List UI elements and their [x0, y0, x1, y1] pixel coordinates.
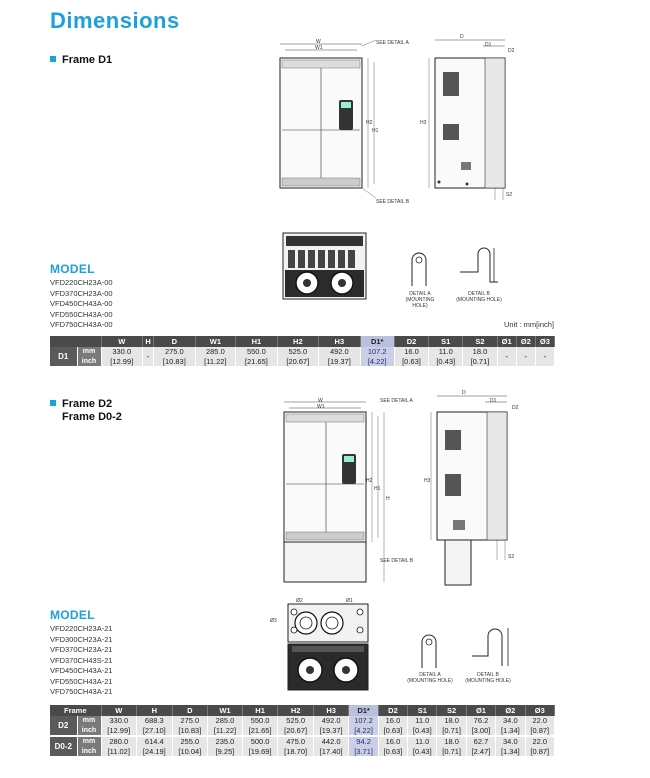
table-cell-inch: [12.99]	[101, 726, 137, 736]
d2-phi2-label: Ø2	[296, 598, 303, 604]
model-list-item: VFD550CH43A-21	[50, 676, 113, 686]
d2-detail-a-drawing	[414, 630, 444, 670]
frame-d02-heading-text: Frame D0-2	[62, 411, 122, 423]
d2-detail-a-caption	[406, 672, 454, 684]
table-header-cell: D2	[394, 336, 428, 347]
table-cell-inch: [19.37]	[313, 726, 349, 736]
table-header-cell: H3	[319, 336, 360, 347]
table-cell-inch: [12.99]	[101, 357, 142, 367]
d1-s2-label: S2	[506, 192, 513, 198]
d2-see-detail-b-label: SEE DETAIL B	[380, 558, 414, 564]
table-header-cell: S2	[437, 705, 466, 716]
d2-phi1-label: Ø1	[346, 598, 353, 604]
table-cell-mm: 550.0	[242, 716, 278, 726]
table-header-cell: W1	[208, 705, 243, 716]
table-header-cell: S1	[408, 705, 437, 716]
table-cell-mm: 34.0	[496, 716, 525, 726]
d2-phi3-label: Ø3	[270, 618, 277, 624]
table-cell-mm: 94.2	[349, 737, 378, 747]
table-cell-mm: 285.0	[208, 716, 243, 726]
table-cell-mm: 475.0	[278, 737, 314, 747]
table-cell-value: -	[497, 347, 516, 366]
table-cell-inch: [4.22]	[349, 726, 378, 736]
table-cell-mm: 16.0	[394, 347, 428, 357]
table-cell-inch: [0.63]	[394, 357, 428, 367]
table-cell-inch: [1.34]	[496, 747, 525, 757]
table-frame-label: D0-2	[50, 737, 77, 756]
table-cell-mm: 525.0	[278, 716, 314, 726]
d1-detail-b-title: DETAIL B	[468, 291, 490, 297]
d1-dimension-table	[50, 336, 555, 366]
table-cell-inch: [0.87]	[525, 726, 555, 736]
d1-detail-a-title: DETAIL A	[409, 291, 431, 297]
d1-bottom-view-drawing	[282, 232, 367, 300]
frame-d1-heading	[50, 54, 112, 66]
d2-detail-a-subtitle: (MOUNTING HOLE)	[407, 678, 453, 684]
model-list-item: VFD370CH23A-00	[50, 288, 113, 298]
table-unit-inch: inch	[77, 726, 101, 736]
d1-detail-b-drawing	[458, 246, 502, 290]
table-header-cell: Ø2	[496, 705, 525, 716]
table-cell-mm: 500.0	[242, 737, 278, 747]
table-cell-mm: 330.0	[101, 347, 142, 357]
table-cell-inch: [1.34]	[496, 726, 525, 736]
table-row-mm	[50, 737, 555, 747]
table-cell-mm: 525.0	[277, 347, 318, 357]
table-cell-mm: 107.2	[360, 347, 394, 357]
table-frame-label: D2	[50, 716, 77, 735]
table-cell-mm: 107.2	[349, 716, 378, 726]
model-list-item: VFD750CH43A-21	[50, 687, 113, 696]
table-unit-mm: mm	[77, 347, 101, 357]
table-header-frame	[50, 336, 101, 347]
table-header-cell: W	[101, 705, 137, 716]
d2-detail-b-subtitle: (MOUNTING HOLE)	[465, 678, 511, 684]
table-cell-mm: 62.7	[466, 737, 495, 747]
table-cell-mm: 492.0	[319, 347, 360, 357]
table-cell-inch: [11.02]	[101, 747, 137, 757]
table-header-cell: H1	[236, 336, 277, 347]
table-cell-inch: [17.40]	[313, 747, 349, 757]
table-header-cell: Ø2	[516, 336, 535, 347]
table-cell-mm: 18.0	[437, 716, 466, 726]
table-cell-mm: 18.0	[437, 737, 466, 747]
table-header-cell: H	[137, 705, 173, 716]
table-cell-inch: [4.22]	[360, 357, 394, 367]
d2-h2-label: H2	[366, 478, 373, 484]
frame-d1-heading-text: Frame D1	[62, 54, 113, 66]
d1-w1-label: W1	[315, 45, 323, 51]
table-header-cell: H	[142, 336, 153, 347]
table-cell-value: -	[516, 347, 535, 366]
table-header-cell: W1	[195, 336, 236, 347]
d2-w-label: W	[318, 398, 323, 404]
model-list-item: VFD220CH23A-00	[50, 278, 113, 287]
table-header-cell: H3	[313, 705, 349, 716]
model-list-item: VFD370CH43S-21	[50, 655, 113, 665]
d1-model-list	[50, 278, 113, 331]
table-cell-mm: 16.0	[378, 737, 407, 747]
table-cell-mm: 492.0	[313, 716, 349, 726]
d1-h3-label: H3	[420, 120, 427, 126]
d1-d2-label: D2	[508, 48, 515, 54]
table-cell-mm: 688.3	[137, 716, 173, 726]
table-header-cell: H2	[278, 705, 314, 716]
d2-bottom-view-drawing	[280, 602, 376, 692]
table-header-cell: D1*	[349, 705, 378, 716]
d1-see-detail-a-label: SEE DETAIL A	[376, 40, 409, 46]
table-cell-value: -	[142, 347, 153, 366]
table-cell-inch: [9.25]	[208, 747, 243, 757]
d2-s2-label: S2	[508, 554, 515, 560]
frame-d2-heading-text: Frame D2	[62, 398, 113, 410]
table-cell-inch: [24.19]	[137, 747, 173, 757]
table-cell-inch: [21.65]	[236, 357, 277, 367]
unit-note: Unit : mm[inch]	[503, 320, 554, 329]
table-cell-mm: 18.0	[463, 347, 497, 357]
table-header-cell: D2	[378, 705, 407, 716]
model-list-item: VFD370CH23A-21	[50, 645, 113, 654]
page-title: Dimensions	[50, 8, 180, 33]
d1-detail-b-subtitle: (MOUNTING HOLE)	[456, 297, 502, 303]
table-cell-mm: 285.0	[195, 347, 236, 357]
d1-see-detail-b-label: SEE DETAIL B	[376, 199, 410, 205]
table-cell-inch: [0.43]	[408, 747, 437, 757]
d2-d2-label: D2	[512, 405, 519, 411]
table-cell-mm: 255.0	[172, 737, 208, 747]
table-cell-mm: 614.4	[137, 737, 173, 747]
table-header-cell: S2	[463, 336, 497, 347]
d1-model-title: MODEL	[50, 262, 95, 276]
table-header-cell: S1	[429, 336, 463, 347]
table-cell-inch: [11.22]	[208, 726, 243, 736]
d1-side-view-drawing	[425, 32, 525, 207]
table-cell-mm: 22.0	[525, 737, 555, 747]
d2-detail-a-title: DETAIL A	[419, 672, 441, 678]
table-header-cell: H1	[242, 705, 278, 716]
square-bullet-icon	[50, 56, 56, 62]
table-header-frame: Frame	[50, 705, 101, 716]
d2-detail-b-title: DETAIL B	[477, 672, 499, 678]
d1-h1-label: H1	[372, 128, 379, 134]
table-cell-value: -	[535, 347, 554, 366]
d1-d1-label: D1	[485, 42, 492, 48]
table-cell-mm: 550.0	[236, 347, 277, 357]
table-cell-inch: [20.67]	[278, 726, 314, 736]
table-cell-mm: 11.0	[408, 737, 437, 747]
table-header-cell: Ø1	[497, 336, 516, 347]
table-cell-inch: [0.71]	[437, 747, 466, 757]
table-header-cell: W	[101, 336, 142, 347]
d2-side-view-drawing	[425, 390, 525, 590]
table-cell-mm: 330.0	[101, 716, 137, 726]
table-cell-inch: [0.63]	[378, 747, 407, 757]
d2-w1-label: W1	[317, 404, 325, 410]
table-header-cell: D	[154, 336, 195, 347]
table-cell-inch: [19.37]	[319, 357, 360, 367]
table-cell-mm: 275.0	[172, 716, 208, 726]
table-cell-inch: [0.43]	[408, 726, 437, 736]
table-cell-mm: 442.0	[313, 737, 349, 747]
table-cell-inch: [0.71]	[463, 357, 497, 367]
table-row-mm	[50, 347, 555, 357]
table-header-cell: Ø3	[525, 705, 555, 716]
table-header-cell: D	[172, 705, 208, 716]
table-cell-mm: 11.0	[429, 347, 463, 357]
d1-w-label: W	[316, 39, 321, 45]
table-cell-inch: [18.70]	[278, 747, 314, 757]
table-unit-inch: inch	[77, 747, 101, 757]
model-list-item: VFD220CH23A-21	[50, 624, 113, 633]
table-unit-mm: mm	[77, 716, 101, 726]
table-row-mm	[50, 716, 555, 726]
table-cell-inch: [10.83]	[172, 726, 208, 736]
frame-d2-heading	[50, 398, 122, 423]
table-cell-inch: [0.71]	[437, 726, 466, 736]
table-cell-mm: 22.0	[525, 716, 555, 726]
table-row-inch	[50, 747, 555, 757]
table-cell-inch: [27.10]	[137, 726, 173, 736]
table-cell-inch: [0.87]	[525, 747, 555, 757]
table-cell-mm: 11.0	[408, 716, 437, 726]
d2-model-list	[50, 624, 113, 698]
table-cell-mm: 76.2	[466, 716, 495, 726]
d2-front-view-drawing	[272, 398, 392, 588]
table-row-inch	[50, 357, 555, 367]
d2-detail-b-drawing	[470, 626, 514, 670]
d2-d-label: D	[462, 390, 466, 396]
table-unit-inch: inch	[77, 357, 101, 367]
model-list-item: VFD450CH43A-00	[50, 299, 113, 308]
table-cell-mm: 280.0	[101, 737, 137, 747]
table-cell-inch: [3.00]	[466, 726, 495, 736]
table-cell-inch: [11.22]	[195, 357, 236, 367]
table-cell-inch: [20.67]	[277, 357, 318, 367]
table-cell-inch: [10.83]	[154, 357, 195, 367]
model-list-item: VFD550CH43A-00	[50, 309, 113, 319]
d1-detail-a-drawing	[404, 248, 434, 288]
d1-detail-a-subtitle: (MOUNTING HOLE)	[405, 297, 435, 309]
d2-h-label: H	[386, 496, 390, 502]
table-cell-inch: [0.43]	[429, 357, 463, 367]
table-cell-mm: 34.0	[496, 737, 525, 747]
d2-see-detail-a-label: SEE DETAIL A	[380, 398, 413, 404]
table-cell-inch: [3.71]	[349, 747, 378, 757]
table-header-cell: H2	[277, 336, 318, 347]
d2-d1-label: D1	[490, 398, 497, 404]
table-cell-inch: [0.63]	[378, 726, 407, 736]
d2-h3-label: H3	[424, 478, 431, 484]
table-header-cell: D1*	[360, 336, 394, 347]
d2-dimension-table	[50, 705, 555, 756]
table-cell-inch: [21.65]	[242, 726, 278, 736]
table-cell-inch: [19.69]	[242, 747, 278, 757]
table-cell-mm: 16.0	[378, 716, 407, 726]
d1-detail-a-caption	[398, 291, 442, 309]
table-row-inch	[50, 726, 555, 736]
table-frame-label: D1	[50, 347, 77, 366]
table-header-cell: Ø3	[535, 336, 554, 347]
model-list-item: VFD750CH43A-00	[50, 320, 113, 329]
d1-detail-b-caption	[454, 291, 504, 303]
model-list-item: VFD300CH23A-21	[50, 634, 113, 644]
table-cell-inch: [2.47]	[466, 747, 495, 757]
d2-model-title: MODEL	[50, 608, 95, 622]
table-cell-mm: 235.0	[208, 737, 243, 747]
table-header-cell: Ø1	[466, 705, 495, 716]
table-cell-mm: 275.0	[154, 347, 195, 357]
table-cell-inch: [10.04]	[172, 747, 208, 757]
d2-detail-b-caption	[462, 672, 514, 684]
d1-d-label: D	[460, 34, 464, 40]
square-bullet-icon	[50, 400, 56, 406]
model-list-item: VFD450CH43A-21	[50, 666, 113, 675]
d2-h1-label: H1	[374, 486, 381, 492]
d1-h2-label: H2	[366, 120, 373, 126]
table-unit-mm: mm	[77, 737, 101, 747]
